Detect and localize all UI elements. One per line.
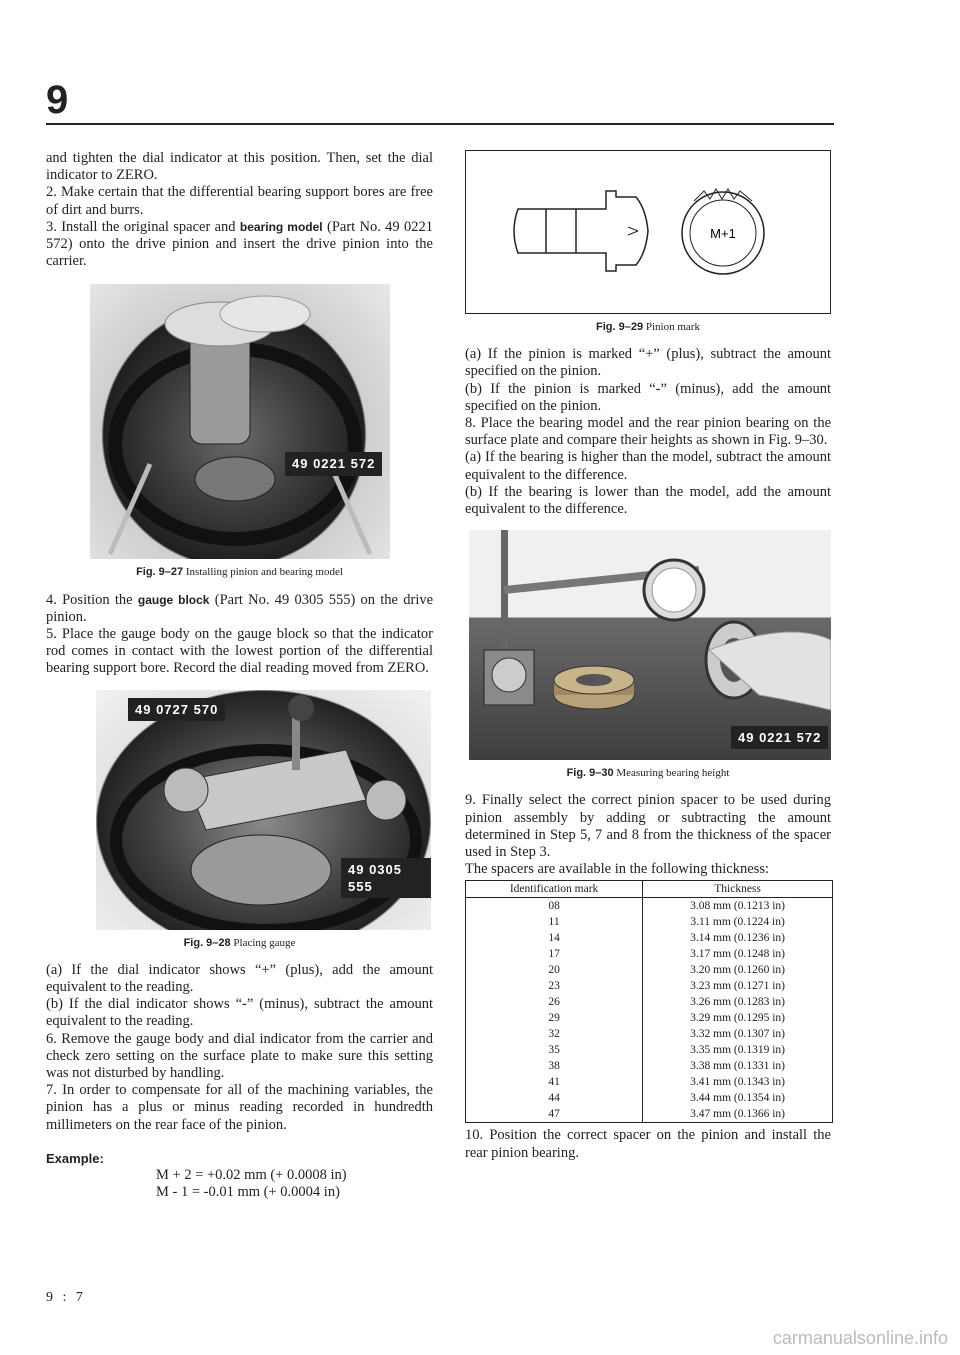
- right-column: [465, 150, 831, 1162]
- mark-cell: 20: [466, 962, 643, 978]
- step-4: 4. Position the gauge block (Part No. 49 0305 555) on the drive pinion.: [46, 591, 434, 625]
- left-column: [46, 150, 433, 1201]
- step-9: 9. Finally select the correct pinion spacer to be used during pinion assembly by adding or subtracting the amount determined in Step 5, 7 and 8 from the thickness of the spacer used in Step 3.: [465, 792, 831, 861]
- table-row: [466, 1090, 833, 1106]
- note-b-minus: (b) If the pinion is marked “-” (minus), add the amount specified on the pinion.: [465, 380, 831, 414]
- spacer-intro: The spacers are available in the following thickness:: [465, 861, 769, 878]
- thickness-cell: 3.35 mm (0.1319 in): [643, 1042, 833, 1058]
- thickness-cell: 3.20 mm (0.1260 in): [643, 962, 833, 978]
- fig-9-27-photo: [90, 284, 390, 559]
- mark-cell: 23: [466, 978, 643, 994]
- thickness-cell: 3.29 mm (0.1295 in): [643, 1010, 833, 1026]
- fig-9-30-photo: [469, 530, 831, 760]
- table-row: [466, 914, 833, 930]
- mark-cell: 08: [466, 898, 643, 915]
- mark-cell: 35: [466, 1042, 643, 1058]
- table-row: [466, 994, 833, 1010]
- col-header-thickness: Thickness: [643, 881, 833, 898]
- thickness-cell: 3.11 mm (0.1224 in): [643, 914, 833, 930]
- mark-cell: 11: [466, 914, 643, 930]
- paragraph: and tighten the dial indicator at this position. Then, set the dial indicator to ZERO.: [46, 150, 433, 184]
- thickness-cell: 3.26 mm (0.1283 in): [643, 994, 833, 1010]
- pinion-diagram: [466, 151, 829, 311]
- note-a-higher: (a) If the bearing is higher than the model, subtract the amount equivalent to the difference.: [465, 449, 831, 483]
- mark-cell: 14: [466, 930, 643, 946]
- carrier-illustration: [90, 284, 390, 559]
- fig-9-29-diagram: [465, 150, 831, 314]
- thickness-cell: 3.14 mm (0.1236 in): [643, 930, 833, 946]
- step-8: 8. Place the bearing model and the rear pinion bearing on the surface plate and compare their heights as shown in Fig. 9–30.: [465, 415, 831, 449]
- mark-cell: 26: [466, 994, 643, 1010]
- fig-9-30-caption: Fig. 9–30 Measuring bearing height: [566, 767, 730, 780]
- thickness-cell: 3.23 mm (0.1271 in): [643, 978, 833, 994]
- table-row: [466, 962, 833, 978]
- chapter-number: 9: [46, 78, 69, 122]
- tool-tag-2: 49 0305 555: [341, 858, 431, 898]
- thickness-cell: 3.41 mm (0.1343 in): [643, 1074, 833, 1090]
- fig-9-28-caption: Fig. 9–28 Placing gauge: [183, 936, 296, 949]
- table-row: [466, 946, 833, 962]
- table-row: [466, 1106, 833, 1123]
- thickness-cell: 3.38 mm (0.1331 in): [643, 1058, 833, 1074]
- mark-cell: 38: [466, 1058, 643, 1074]
- step-3: 3. Install the original spacer and bearing model (Part No. 49 0221 572) onto the drive pinion and insert the drive pinion into the carrier.: [46, 218, 434, 270]
- note-b: (b) If the dial indicator shows “-” (minus), subtract the amount equivalent to the reading.: [46, 996, 433, 1030]
- example-label: Example:: [46, 1150, 104, 1166]
- note-a-plus: (a) If the pinion is marked “+” (plus), subtract the amount specified on the pinion.: [465, 346, 831, 380]
- spacer-thickness-table: [465, 880, 833, 1123]
- mark-cell: 41: [466, 1074, 643, 1090]
- note-a: (a) If the dial indicator shows “+” (plus), add the amount equivalent to the reading.: [46, 961, 433, 996]
- example-line-1: M + 2 = +0.02 mm (+ 0.0008 in): [156, 1167, 347, 1184]
- table-row: [466, 1026, 833, 1042]
- header-rule: [46, 123, 834, 125]
- tool-tag-1: 49 0727 570: [128, 698, 225, 721]
- page-number: 9 : 7: [46, 1290, 86, 1305]
- mark-cell: 32: [466, 1026, 643, 1042]
- fig-9-28-photo: [96, 690, 431, 930]
- table-row: [466, 1058, 833, 1074]
- step-10: 10. Position the correct spacer on the pinion and install the rear pinion bearing.: [465, 1127, 831, 1161]
- gauge-block-term: gauge block: [137, 592, 210, 607]
- step-5: 5. Place the gauge body on the gauge block so that the indicator rod comes in contact with the lowest portion of the differential bearing support bore. Record the dial reading moved from ZERO.: [46, 626, 433, 677]
- table-row: [466, 978, 833, 994]
- table-row: [466, 1042, 833, 1058]
- example-line-2: M - 1 = -0.01 mm (+ 0.0004 in): [156, 1184, 340, 1201]
- table-row: [466, 898, 833, 915]
- step-6: 6. Remove the gauge body and dial indicator from the carrier and check zero setting on the surface plate to make sure this setting was not disturbed by handling.: [46, 1030, 433, 1082]
- table-row: [466, 1010, 833, 1026]
- note-b-lower: (b) If the bearing is lower than the model, add the amount equivalent to the difference.: [465, 483, 831, 518]
- thickness-cell: 3.44 mm (0.1354 in): [643, 1090, 833, 1106]
- thickness-cell: 3.32 mm (0.1307 in): [643, 1026, 833, 1042]
- mark-cell: 47: [466, 1106, 643, 1123]
- fig-9-27-caption: Fig. 9–27 Installing pinion and bearing model: [136, 566, 343, 579]
- tool-tag: 49 0221 572: [731, 726, 828, 749]
- table-row: [466, 1074, 833, 1090]
- step-2: 2. Make certain that the differential bearing support bores are free of dirt and burrs.: [46, 184, 433, 218]
- mark-cell: 44: [466, 1090, 643, 1106]
- watermark-text: carmanualsonline.info: [772, 1328, 948, 1348]
- col-header-mark: Identification mark: [466, 881, 643, 898]
- bearing-model-term: bearing model: [239, 219, 323, 234]
- fig-9-29-caption: Fig. 9–29 Pinion mark: [596, 321, 700, 333]
- tool-tag: 49 0221 572: [285, 452, 382, 475]
- thickness-cell: 3.17 mm (0.1248 in): [643, 946, 833, 962]
- mark-cell: 17: [466, 946, 643, 962]
- mark-cell: 29: [466, 1010, 643, 1026]
- table-row: [466, 930, 833, 946]
- thickness-cell: 3.08 mm (0.1213 in): [643, 898, 833, 915]
- step-7: 7. In order to compensate for all of the machining variables, the pinion has a plus or minus reading recorded in hundredth millimeters on the rear face of the pinion.: [46, 1082, 433, 1133]
- thickness-cell: 3.47 mm (0.1366 in): [643, 1106, 833, 1123]
- pinion-mark-label: M+1: [710, 226, 736, 241]
